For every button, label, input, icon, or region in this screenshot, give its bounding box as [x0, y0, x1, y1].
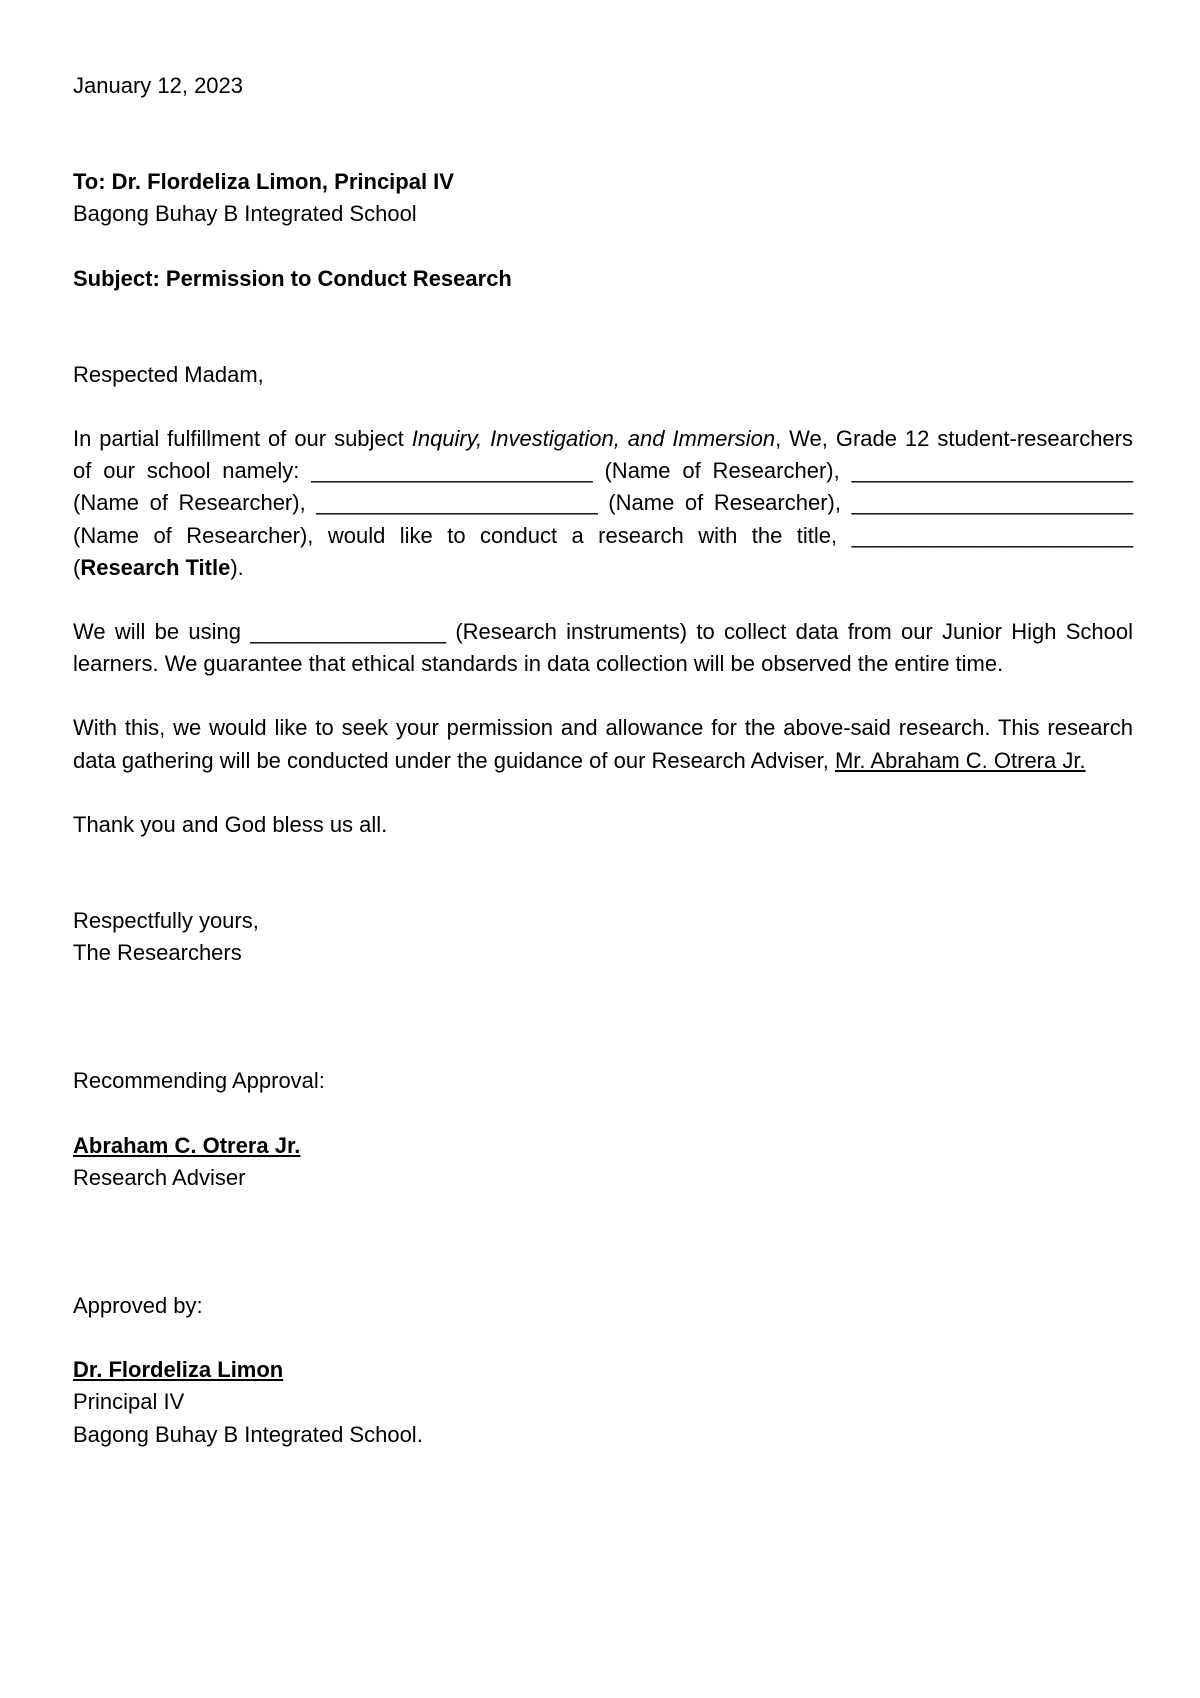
signatory-line: The Researchers	[73, 940, 242, 966]
research-title-blank: _______________________	[851, 522, 1133, 548]
approved-label: Approved by:	[73, 1293, 203, 1319]
spacer	[73, 231, 1133, 263]
adviser-name-inline: Mr. Abraham C. Otrera Jr.	[834, 747, 1086, 773]
title-close: ).	[230, 554, 244, 580]
researcher-name-blank: _______________________	[316, 490, 598, 516]
recipient-school: Bagong Buhay B Integrated School	[73, 201, 417, 227]
spacer	[73, 295, 1133, 359]
para1-intro: In partial fulfillment of our subject	[73, 426, 412, 452]
letter-date: January 12, 2023	[73, 73, 244, 98]
spacer	[73, 102, 1133, 166]
researcher-name-label: (Name of Researcher),	[592, 458, 852, 484]
para2-intro: We will be using	[73, 619, 251, 645]
para2-rest: (Research instruments) to collect data from our Junior High School learners. We guarantee that ethical standards in data collection will be observed the entire time.	[73, 619, 1133, 677]
course-name: Inquiry, Investigation, and Immersion	[411, 426, 776, 452]
paragraph-researchers	[73, 423, 1133, 584]
para3-text: With this, we would like to seek your permission and allowance for the above-said research. This research data gathering will be conducted under the guidance of our Research Adviser,	[73, 715, 1133, 773]
para1-after-subject: , We, Grade 12 student-researchers of our school namely:	[73, 426, 1133, 484]
adviser-name: Abraham C. Otrera Jr.	[73, 1132, 301, 1158]
spacer	[73, 777, 1133, 809]
thanks-line: Thank you and God bless us all.	[73, 811, 388, 837]
instrument-blank: ________________	[250, 619, 447, 645]
spacer	[73, 1322, 1133, 1354]
spacer	[73, 1194, 1133, 1290]
researcher-name-blank: _______________________	[311, 458, 593, 484]
researcher-name-label: (Name of Researcher),	[73, 490, 317, 516]
salutation: Respected Madam,	[73, 361, 264, 387]
spacer	[73, 1098, 1133, 1130]
recipient-line: To: Dr. Flordeliza Limon, Principal IV	[73, 169, 454, 195]
paragraph-permission	[73, 712, 1133, 776]
principal-role: Principal IV	[73, 1389, 185, 1415]
researcher-name-label-last: (Name of Researcher), would like to conduct a research with the title,	[73, 522, 852, 548]
letter-page	[73, 70, 1133, 1451]
spacer	[73, 584, 1133, 616]
spacer	[73, 391, 1133, 423]
adviser-role: Research Adviser	[73, 1164, 246, 1190]
closing-line: Respectfully yours,	[73, 908, 259, 934]
principal-name: Dr. Flordeliza Limon	[73, 1357, 284, 1383]
spacer	[73, 841, 1133, 905]
researcher-name-blank: _______________________	[851, 490, 1133, 516]
researcher-name-blank: _______________________	[851, 458, 1133, 484]
principal-school: Bagong Buhay B Integrated School.	[73, 1421, 423, 1447]
research-title-label: Research Title	[80, 554, 231, 580]
spacer	[73, 680, 1133, 712]
researcher-name-label: (Name of Researcher),	[597, 490, 852, 516]
recommending-label: Recommending Approval:	[73, 1068, 325, 1094]
letter-subject: Subject: Permission to Conduct Research	[73, 265, 512, 291]
spacer	[73, 969, 1133, 1065]
paragraph-instruments	[73, 616, 1133, 680]
title-open: (	[73, 554, 81, 580]
